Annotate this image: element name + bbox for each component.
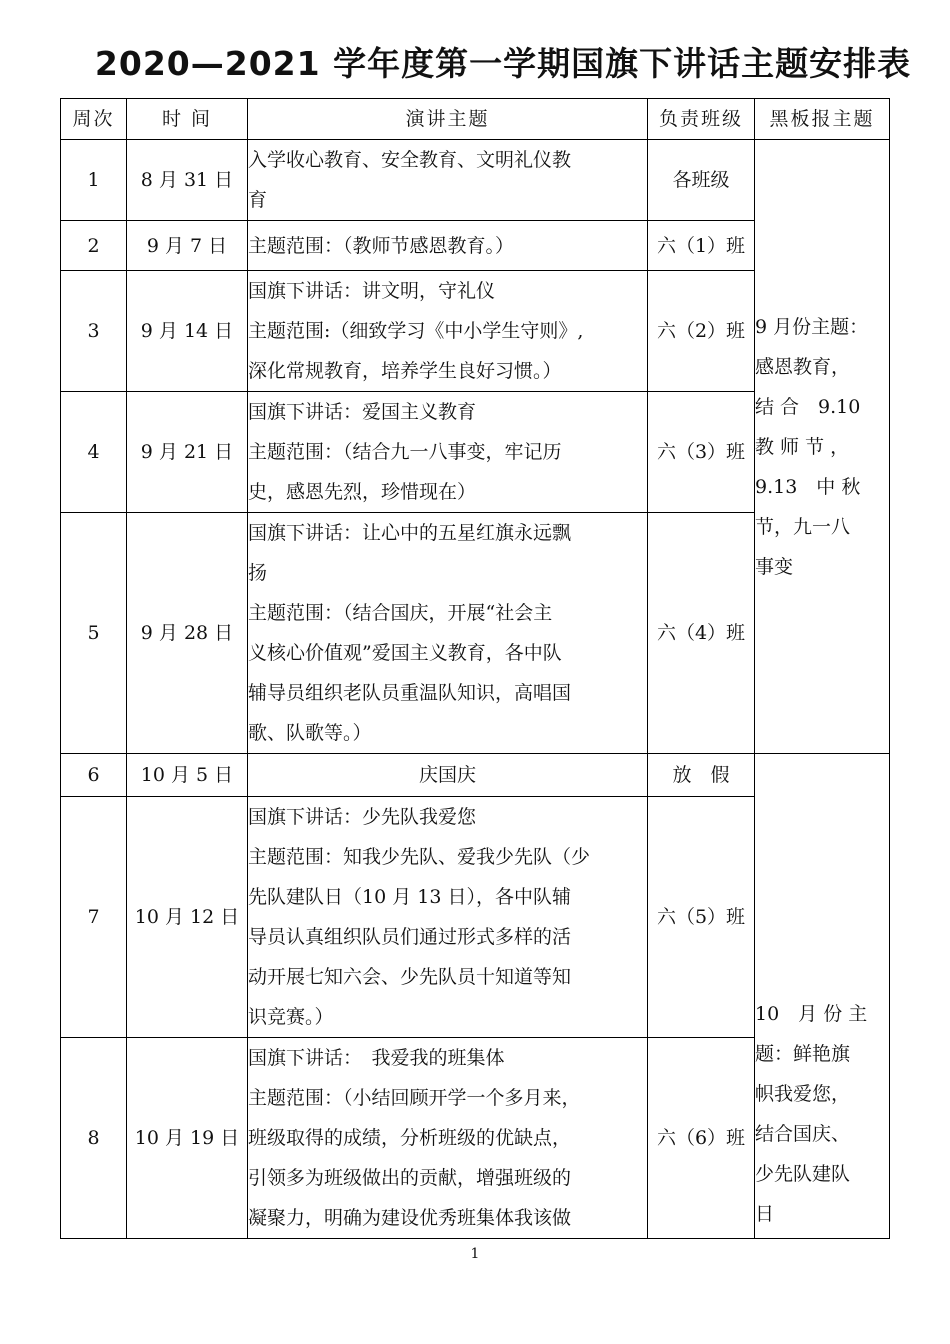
board-theme-october [755, 754, 890, 1239]
board-line: 感恩教育， [755, 355, 851, 378]
topic-line: 辅导员组织老队员重温队知识，高唱国 [248, 682, 572, 704]
topic-line: 国旗下讲话：爱国主义教育 [248, 401, 477, 423]
topic-line: 主题范围：（教师节感恩教育。） [248, 234, 515, 257]
topic-line: 国旗下讲话： 我爱我的班集体 [248, 1047, 505, 1069]
board-line: 事变 [755, 555, 794, 578]
table-row [61, 140, 890, 221]
class-cell: 六（1）班 [648, 221, 755, 271]
topic-cell [248, 271, 648, 392]
topic-line: 动开展七知六会、少先队员十知道等知 [248, 966, 572, 988]
topic-line: 引领多为班级做出的贡献，增强班级的 [248, 1167, 572, 1189]
topic-line: 国旗下讲话：少先队我爱您 [248, 806, 477, 828]
topic-line: 义核心价值观”爱国主义教育，各中队 [248, 642, 562, 664]
board-line: 日 [755, 1203, 775, 1225]
date-cell: 8 月 31 日 [127, 140, 248, 221]
topic-line: 主题范围：（小结回顾开学一个多月来， [248, 1087, 581, 1109]
topic-line: 庆国庆 [418, 764, 476, 786]
class-cell: 放 假 [648, 754, 755, 797]
topic-cell [248, 797, 648, 1038]
topic-cell [248, 1038, 648, 1239]
topic-line: 主题范围：（结合九一八事变，牢记历 [248, 441, 562, 463]
class-cell: 六（5）班 [648, 797, 755, 1038]
board-line: 结 合 9.10 [755, 395, 861, 418]
board-line: 少先队建队 [755, 1163, 851, 1185]
page-title: 2020—2021 学年度第一学期国旗下讲话主题安排表 [94, 44, 912, 83]
date-cell: 9 月 7 日 [127, 221, 248, 271]
board-line: 9.13 中 秋 [755, 475, 861, 498]
class-cell: 六（6）班 [648, 1038, 755, 1239]
header-topic: 演讲主题 [248, 99, 648, 140]
topic-line: 主题范围：知我少先队、爱我少先队（少 [248, 846, 591, 868]
header-class: 负责班级 [648, 99, 755, 140]
topic-cell [248, 513, 648, 754]
topic-line: 国旗下讲话：让心中的五星红旗永远飘 [248, 522, 572, 544]
date-cell: 10 月 5 日 [127, 754, 248, 797]
week-cell: 6 [61, 754, 127, 797]
topic-line: 主题范围:（细致学习《中小学生守则》, [248, 320, 584, 342]
page-number: 1 [470, 1246, 480, 1262]
board-line: 9 月份主题： [755, 315, 869, 338]
class-cell: 六（2）班 [648, 271, 755, 392]
header-time: 时 间 [127, 99, 248, 140]
board-line: 帜我爱您， [755, 1083, 851, 1105]
date-cell: 10 月 19 日 [127, 1038, 248, 1239]
header-row [61, 99, 890, 140]
week-cell: 3 [61, 271, 127, 392]
week-cell: 7 [61, 797, 127, 1038]
class-cell: 各班级 [648, 140, 755, 221]
topic-line: 入学收心教育、安全教育、文明礼仪教 [248, 149, 572, 171]
topic-line: 歌、队歌等。） [248, 722, 372, 744]
board-theme-september [755, 140, 890, 754]
topic-line: 主题范围：（结合国庆，开展“社会主 [248, 602, 553, 624]
board-line: 节，九一八 [755, 515, 851, 538]
class-cell: 六（4）班 [648, 513, 755, 754]
topic-cell [248, 754, 648, 797]
class-cell: 六（3）班 [648, 392, 755, 513]
topic-line: 史，感恩先烈，珍惜现在） [248, 481, 477, 503]
week-cell: 1 [61, 140, 127, 221]
topic-line: 导员认真组织队员们通过形式多样的活 [248, 926, 572, 948]
schedule-table [60, 98, 890, 1239]
topic-cell [248, 392, 648, 513]
date-cell: 10 月 12 日 [127, 797, 248, 1038]
date-cell: 9 月 21 日 [127, 392, 248, 513]
topic-line: 国旗下讲话：讲文明，守礼仪 [248, 280, 496, 302]
board-line: 结合国庆、 [755, 1123, 851, 1145]
week-cell: 5 [61, 513, 127, 754]
week-cell: 4 [61, 392, 127, 513]
topic-line: 深化常规教育，培养学生良好习惯。） [248, 360, 562, 382]
week-cell: 8 [61, 1038, 127, 1239]
topic-line: 先队建队日（10 月 13 日），各中队辅 [248, 886, 571, 908]
week-cell: 2 [61, 221, 127, 271]
topic-cell [248, 140, 648, 221]
topic-line: 育 [248, 189, 268, 211]
topic-line: 扬 [248, 562, 268, 584]
board-line: 教 师 节 ， [755, 435, 850, 458]
board-line: 题：鲜艳旗 [755, 1043, 851, 1065]
topic-cell [248, 221, 648, 271]
date-cell: 9 月 14 日 [127, 271, 248, 392]
table-row [61, 754, 890, 797]
topic-line: 凝聚力，明确为建设优秀班集体我该做 [248, 1207, 572, 1229]
topic-line: 班级取得的成绩，分析班级的优缺点， [248, 1127, 572, 1149]
header-board: 黑板报主题 [755, 99, 890, 140]
header-week: 周次 [61, 99, 127, 140]
date-cell: 9 月 28 日 [127, 513, 248, 754]
board-line: 10 月 份 主 [755, 1003, 868, 1025]
topic-line: 识竞赛。） [248, 1006, 334, 1028]
